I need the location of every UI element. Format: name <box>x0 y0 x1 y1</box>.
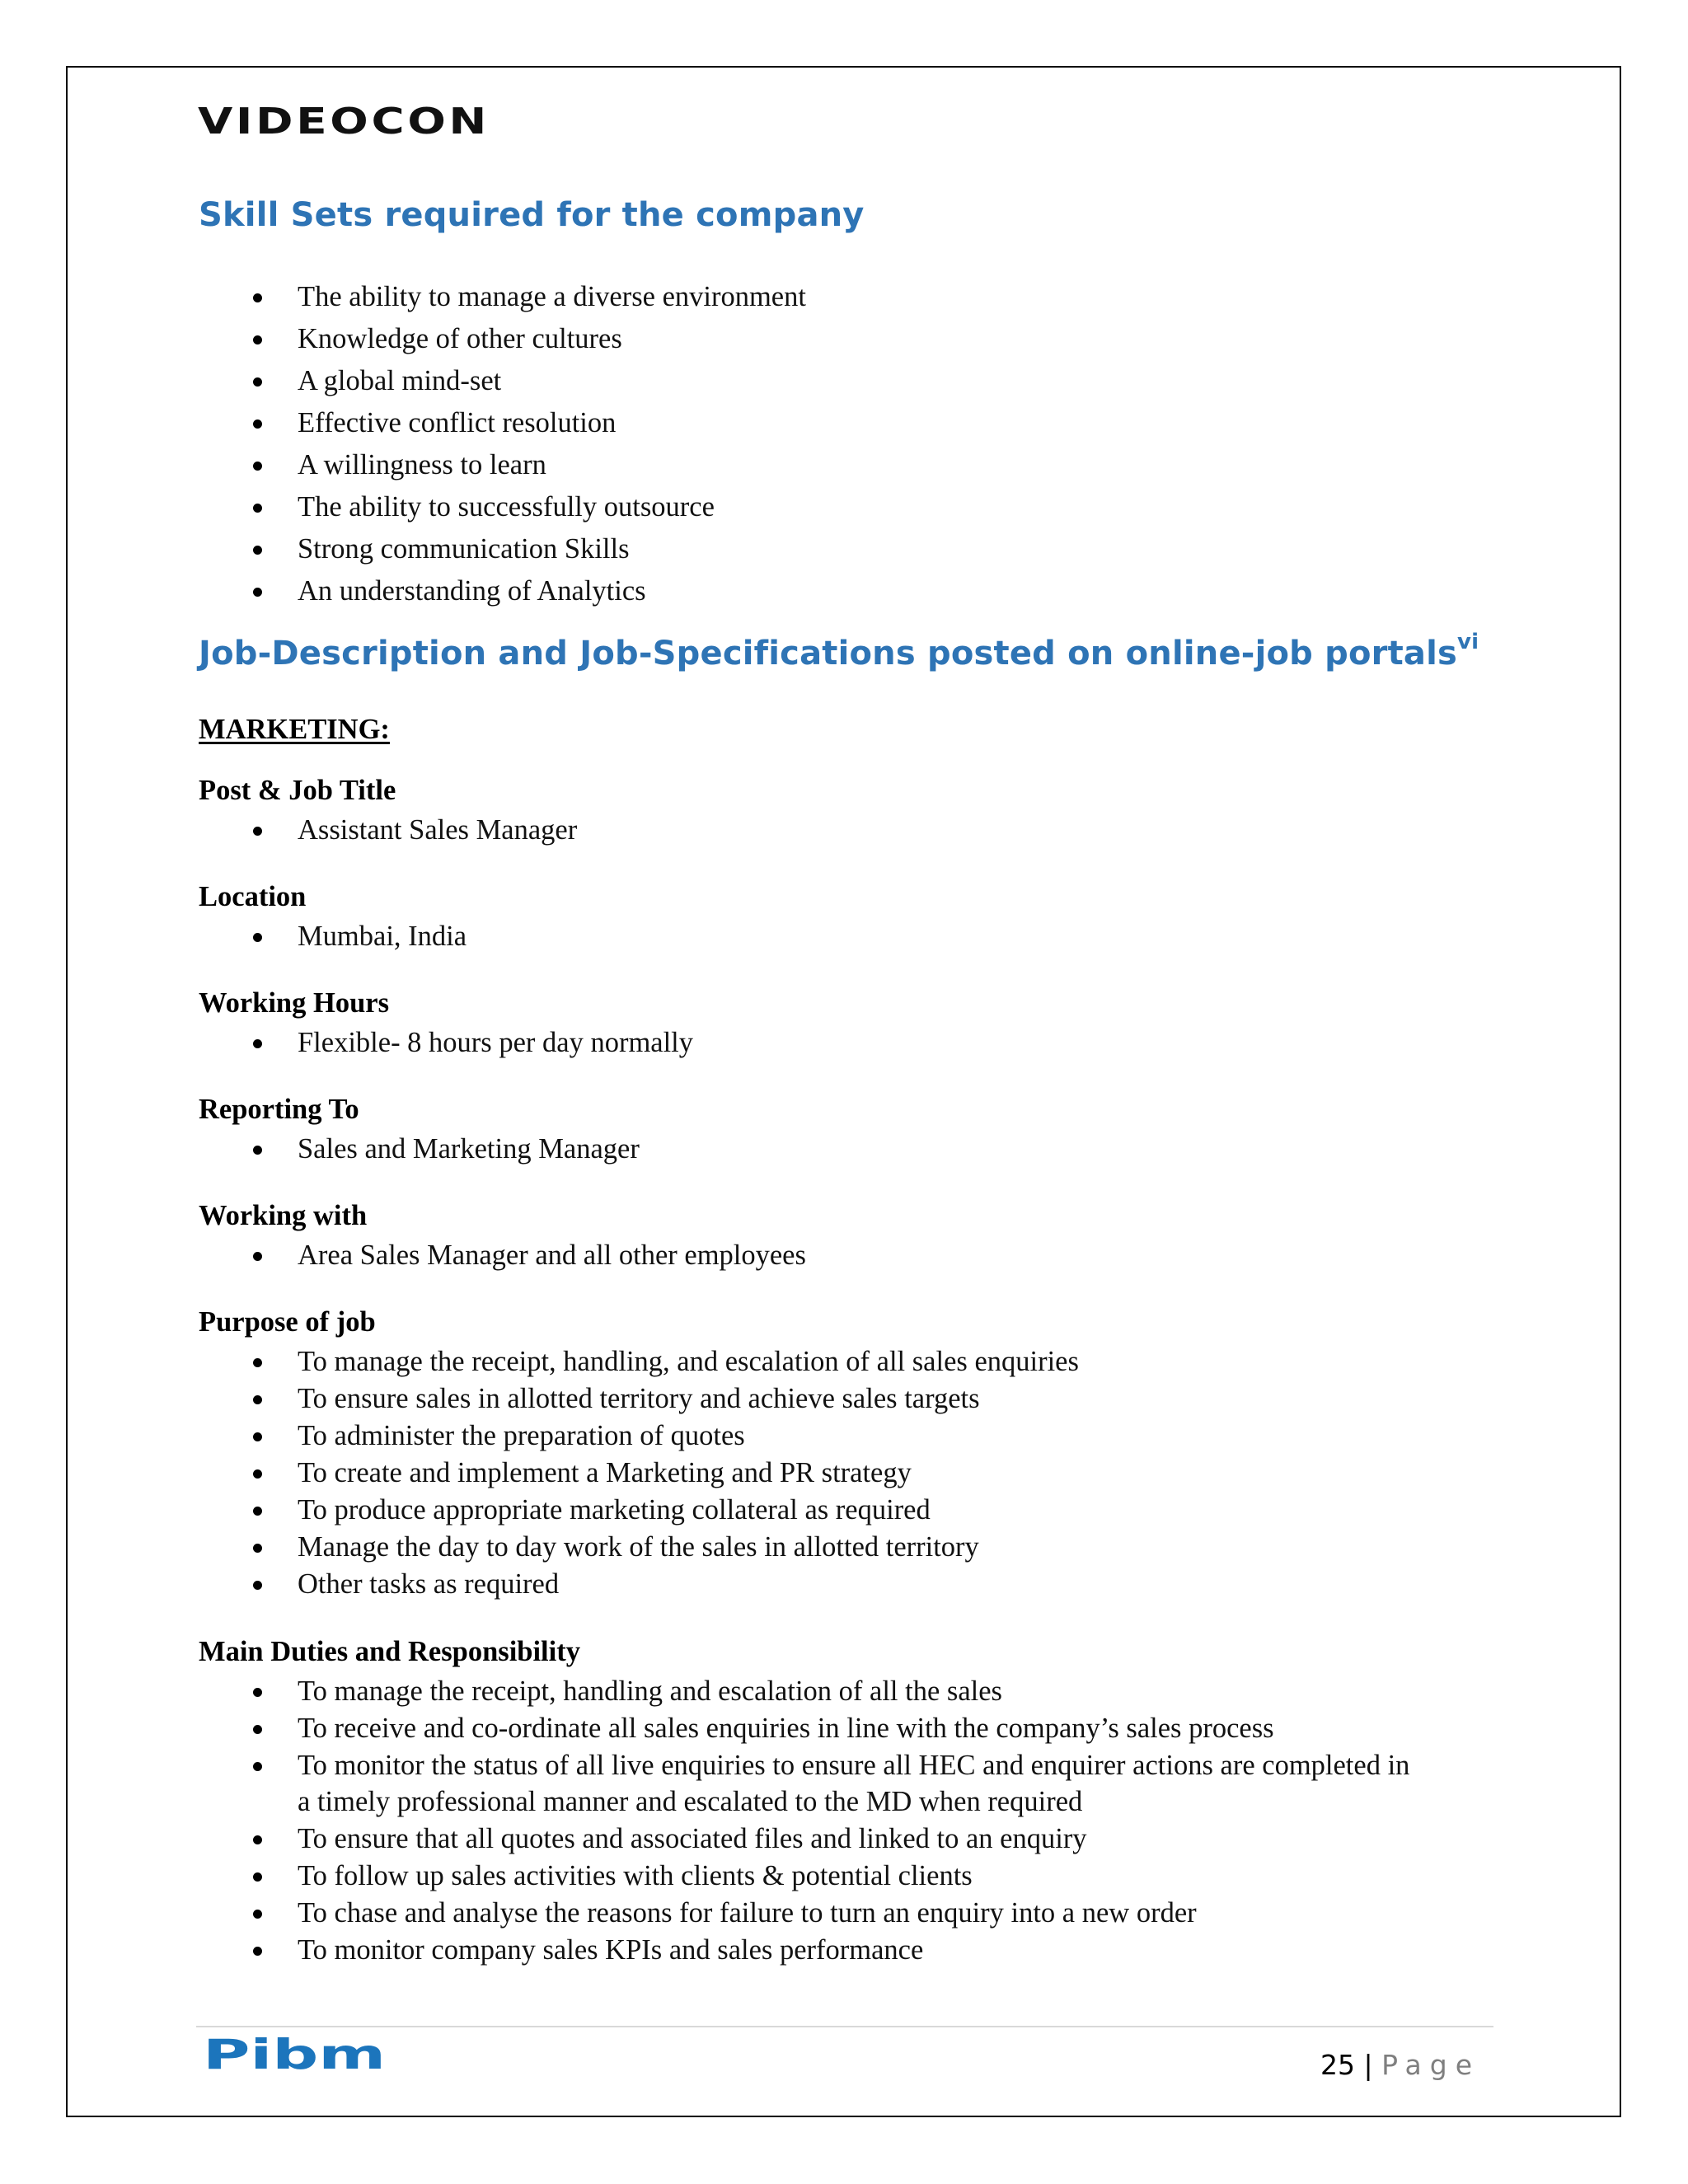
footnote-ref[interactable]: vi <box>1457 630 1479 654</box>
svg-text:VIDEOCON: VIDEOCON <box>198 102 490 138</box>
duties-label: Main Duties and Responsibility <box>199 1636 580 1667</box>
page-number: 25 | Page <box>1320 2049 1480 2081</box>
svg-text:Pibm: Pibm <box>203 2032 386 2075</box>
post-label: Post & Job Title <box>199 775 396 806</box>
purpose-label: Purpose of job <box>199 1306 376 1338</box>
footer-divider <box>196 2026 1493 2027</box>
hours-label: Working Hours <box>199 987 390 1019</box>
pibm-logo <box>203 2032 392 2075</box>
jobs-heading: Job-Description and Job-Specifications posted on online-job portals$^{vi}$ <box>199 630 1479 673</box>
section-marketing: MARKETING: <box>199 714 390 745</box>
skills-heading: Skill Sets required for the company <box>199 196 865 234</box>
working-with-label: Working with <box>199 1200 368 1231</box>
location-label: Location <box>199 881 307 912</box>
videocon-logo <box>198 102 495 138</box>
reporting-label: Reporting To <box>199 1094 359 1125</box>
